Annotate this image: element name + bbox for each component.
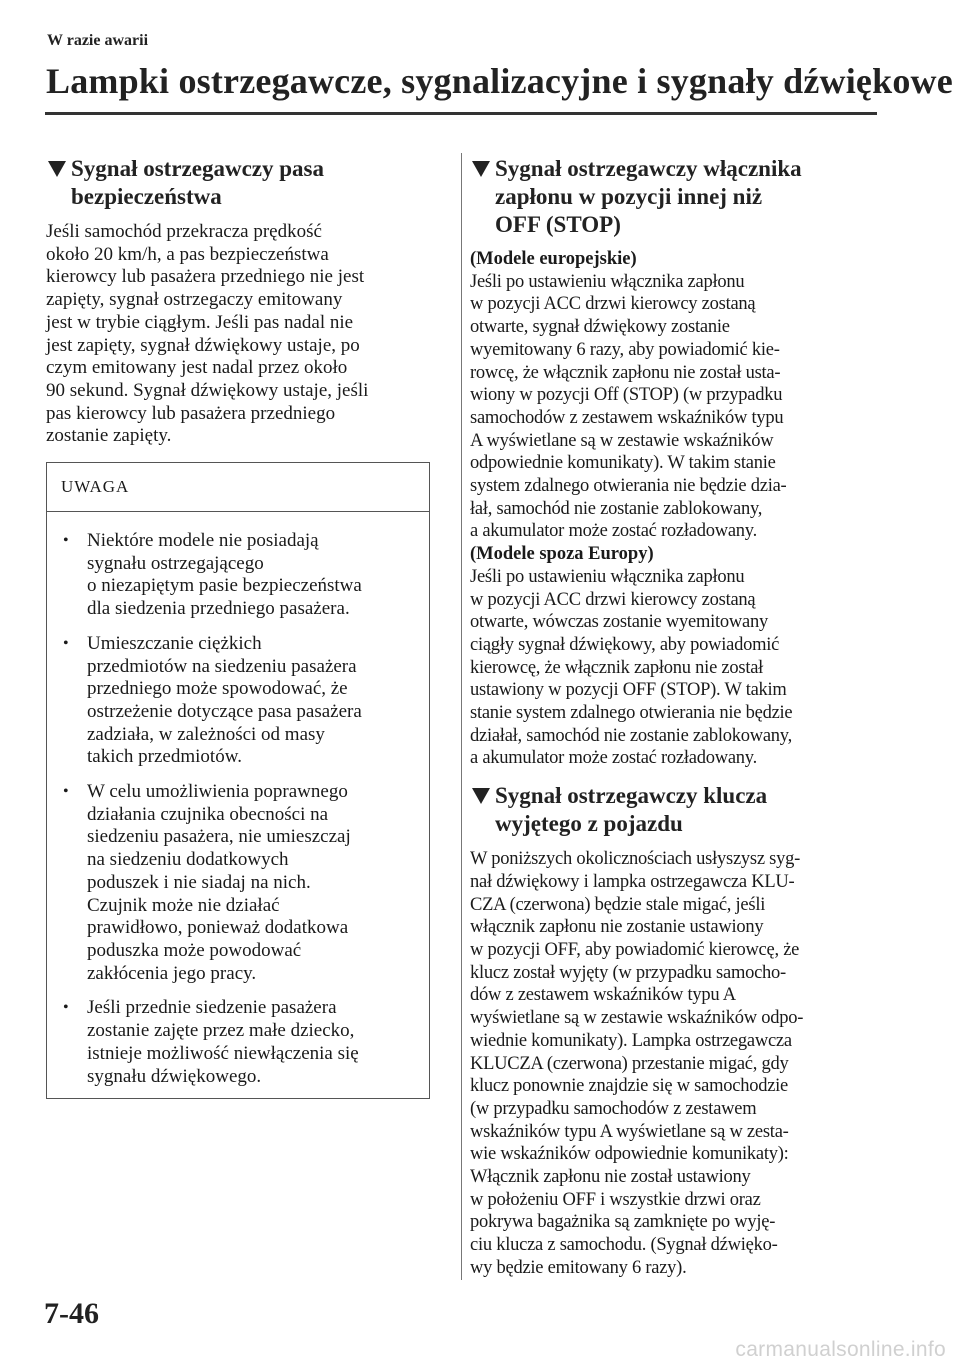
text-line: 90 sekund. Sygnał dźwiękowy ustaje, jeśli — [46, 379, 369, 401]
right-column — [470, 155, 880, 1280]
text-line: pas kierowcy lub pasażera przedniego — [46, 402, 336, 424]
text-line: wie wskaźników odpowiednie komunikaty): — [470, 1144, 789, 1165]
column-divider — [461, 153, 462, 1280]
note-title: UWAGA — [47, 463, 429, 512]
text-line: otwarte, sygnał dźwiękowy zostanie — [470, 317, 730, 338]
key-heading — [470, 782, 880, 838]
text-line: kierowcy lub pasażera przedniego nie jest — [46, 266, 365, 288]
triangle-bullet-icon — [472, 161, 490, 177]
bullet-icon: • — [63, 532, 69, 550]
text-line: wiednie komunikaty). Lampka ostrzegawcza — [470, 1030, 792, 1051]
note-item — [61, 530, 421, 621]
text-line: łał, samochód nie zostanie zablokowany, — [470, 498, 763, 519]
heading-line: OFF (STOP) — [495, 212, 621, 237]
note-item — [61, 633, 421, 769]
section-label: W razie awarii — [47, 32, 149, 49]
text-line: jest zapięty, sygnał dźwiękowy ustaje, po — [46, 334, 360, 356]
text-line: kierowcę, że włącznik zapłonu nie został — [470, 657, 764, 678]
text-line: otwarte, wówczas zostanie wyemitowany — [470, 612, 768, 633]
text-line: wyświetlane są w zestawie wskaźników odpo- — [470, 1008, 804, 1029]
page-number: 7-46 — [44, 1297, 99, 1330]
text-line: system zdalnego otwierania nie będzie dzia- — [470, 476, 787, 497]
key-section — [470, 848, 880, 1279]
triangle-bullet-icon — [472, 788, 490, 804]
text-line: włącznik zapłonu nie zostanie ustawiony — [470, 917, 764, 938]
text-line: w pozycji ACC drzwi kierowcy zostaną — [470, 294, 756, 315]
text-line: Czujnik może nie działać — [87, 894, 280, 916]
text-line: Niektóre modele nie posiadają — [87, 530, 319, 552]
ignition-section — [470, 248, 880, 770]
text-line: a akumulator może zostać rozładowany. — [470, 748, 757, 769]
text-line: przedniego może spowodować, że — [87, 678, 348, 700]
text-line: zakłócenia jego pracy. — [87, 962, 257, 984]
triangle-bullet-icon — [48, 161, 66, 177]
note-list — [47, 512, 429, 1098]
text-line: w położeniu OFF i wszystkie drzwi oraz — [470, 1189, 761, 1210]
text-line: poduszek i nie siadaj na nich. — [87, 871, 311, 893]
text-line: samochodów z zestawem wskaźników typu — [470, 407, 784, 428]
bullet-icon: • — [63, 634, 69, 652]
text-line: sygnału dźwiękowego. — [87, 1065, 262, 1087]
bullet-icon: • — [63, 999, 69, 1017]
text-line: zostanie zajęte przez małe dziecko, — [87, 1020, 355, 1042]
seatbelt-heading — [46, 155, 430, 211]
text-line: W poniższych okolicznościach usłyszysz syg- — [470, 849, 801, 870]
text-line: nał dźwiękowy i lampka ostrzegawcza KLU- — [470, 871, 795, 892]
heading-line: wyjętego z pojazdu — [495, 811, 683, 837]
text-line: W celu umożliwienia poprawnego — [87, 781, 348, 803]
text-line: sygnału ostrzegającego — [87, 552, 264, 574]
text-line: ciu klucza z samochodu. (Sygnał dźwięko- — [470, 1235, 778, 1256]
heading-line: zapłonu w pozycji innej niż — [495, 184, 763, 209]
text-line: KLUCZA (czerwona) przestanie migać, gdy — [470, 1053, 789, 1074]
left-column — [46, 155, 430, 1099]
ignition-heading — [470, 155, 880, 239]
text-line: działania czujnika obecności na — [87, 803, 329, 825]
text-line: rowcę, że włącznik zapłonu nie został usta- — [470, 362, 781, 383]
text-line: zapięty, sygnał ostrzegaczy emitowany — [46, 289, 343, 311]
text-line: stanie system zdalnego otwierania nie będzie — [470, 703, 793, 724]
text-line: prawidłowo, ponieważ dodatkowa — [87, 917, 349, 939]
text-line: istnieje możliwość niewłączenia się — [87, 1042, 359, 1064]
text-line: czym emitowany jest nadal przez około — [46, 357, 348, 379]
text-line: odpowiednie komunikaty). W takim stanie — [470, 453, 776, 474]
bullet-icon: • — [63, 783, 69, 801]
text-line: Włącznik zapłonu nie został ustawiony — [470, 1167, 751, 1188]
text-line: (w przypadku samochodów z zestawem — [470, 1098, 757, 1119]
heading-line: Sygnał ostrzegawczy włącznika — [495, 156, 802, 181]
text-line: CZA (czerwona) będzie stale migać, jeśli — [470, 894, 766, 915]
text-line: wy będzie emitowany 6 razy). — [470, 1257, 687, 1278]
text-line: około 20 km/h, a pas bezpieczeństwa — [46, 243, 329, 265]
watermark[interactable]: carmanualsonline.info — [735, 1338, 946, 1361]
heading-line: bezpieczeństwa — [71, 184, 222, 209]
text-line: wyemitowany 6 razy, aby powiadomić kie- — [470, 339, 780, 360]
text-line: Jeśli po ustawieniu włącznika zapłonu — [470, 271, 745, 292]
text-line: ustawiony w pozycji OFF (STOP). W takim — [470, 680, 787, 701]
page-title: Lampki ostrzegawcze, sygnalizacyjne i sygnały dźwiękowe — [46, 61, 953, 101]
text-line: a akumulator może zostać rozładowany. — [470, 521, 757, 542]
text-line: dla siedzenia przedniego pasażera. — [87, 598, 350, 620]
text-line: Jeśli po ustawieniu włącznika zapłonu — [470, 566, 745, 587]
text-line: na siedzeniu dodatkowych — [87, 849, 289, 871]
text-line: przedmiotów na siedzeniu pasażera — [87, 655, 357, 677]
text-line: klucz został wyjęty (w przypadku samocho- — [470, 962, 786, 983]
note-item — [61, 781, 421, 985]
text-line: poduszka może powodować — [87, 939, 302, 961]
note-item — [61, 997, 421, 1088]
text-line: ciągły sygnał dźwiękowy, aby powiadomić — [470, 634, 780, 655]
text-line: ostrzeżenie dotyczące pasa pasażera — [87, 700, 362, 722]
seatbelt-paragraph — [46, 221, 430, 448]
text-line: Umieszczanie ciężkich — [87, 632, 262, 654]
text-line: pokrywa bagażnika są zamknięte po wyję- — [470, 1212, 776, 1233]
heading-line: Sygnał ostrzegawczy klucza — [495, 783, 768, 809]
text-line: takich przedmiotów. — [87, 746, 242, 768]
text-line: działał, samochód nie zostanie zablokowany, — [470, 725, 792, 746]
text-line: wskaźników typu A wyświetlane są w zesta- — [470, 1121, 789, 1142]
text-line: siedzeniu pasażera, nie umieszczaj — [87, 826, 351, 848]
note-box — [46, 462, 430, 1099]
text-line: dów z zestawem wskaźników typu A — [470, 985, 736, 1006]
text-line: o niezapiętym pasie bezpieczeństwa — [87, 575, 362, 597]
text-line: jest w trybie ciągłym. Jeśli pas nadal nie — [46, 311, 354, 333]
text-line: wiony w pozycji Off (STOP) (w przypadku — [470, 385, 783, 406]
text-line: Jeśli samochód przekracza prędkość — [46, 221, 322, 242]
heading-line: Sygnał ostrzegawczy pasa — [71, 156, 324, 181]
subheading-non-eu: (Modele spoza Europy) — [470, 544, 654, 565]
text-line: w pozycji OFF, aby powiadomić kierowcę, że — [470, 939, 800, 960]
text-line: zadziała, w zależności od masy — [87, 723, 325, 745]
subheading-eu: (Modele europejskie) — [470, 249, 637, 269]
text-line: w pozycji ACC drzwi kierowcy zostaną — [470, 589, 756, 610]
text-line: zostanie zapięty. — [46, 425, 172, 447]
text-line: Jeśli przednie siedzenie pasażera — [87, 997, 337, 1019]
text-line: klucz ponownie znajdzie się w samochodzie — [470, 1076, 789, 1097]
title-rule — [45, 112, 877, 115]
text-line: A wyświetlane są w zestawie wskaźników — [470, 430, 774, 451]
